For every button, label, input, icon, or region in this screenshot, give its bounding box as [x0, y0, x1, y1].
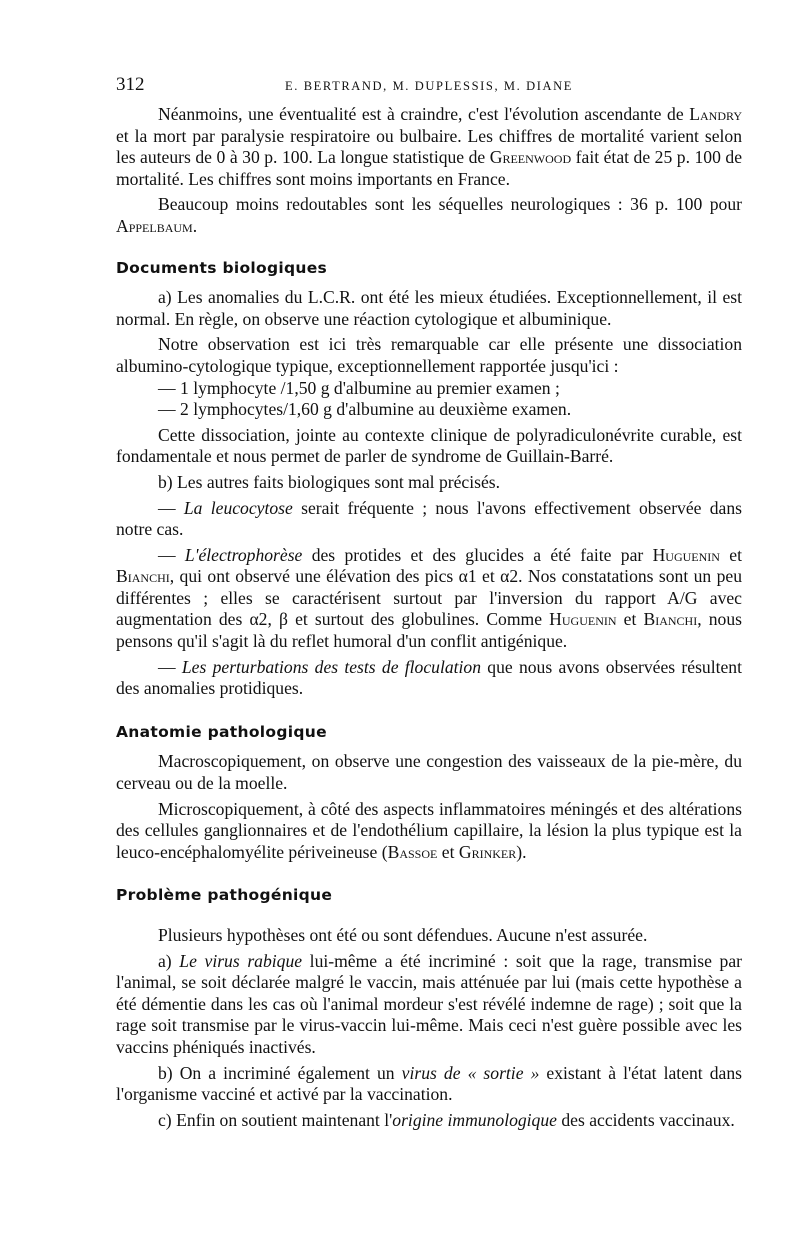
- paragraph-electrophorese: — L'électrophorèse des protides et des glucides a été faite par Huguenin et Bianchi, qui ont observé une élévation des pics α1 et α2. Nos constatations sont un peu différentes ; elles se caractérisent surtout par l'inversion du rapport A/G avec augmentation des α2, β et surtout des globulines. Comme Huguenin et Bianchi, nous pensons qu'il s'agit là du reflet humoral d'un conflit antigénique.: [116, 544, 742, 652]
- page-number: 312: [116, 74, 145, 95]
- section-heading-probleme: Problème pathogénique: [116, 886, 333, 905]
- paragraph-microscopic: Microscopiquement, à côté des aspects inflammatoires méningés et des altérations des cellules ganglionnaires et de l'endothélium capillaire, la lésion la plus typique est la leuco-encéphalomyélite périveineuse (Bassoe et Grinker).: [116, 798, 742, 862]
- paragraph-floculation: — Les perturbations des tests de floculation que nous avons observées résultent des anomalies protidiques.: [116, 656, 742, 699]
- paragraph-mortality: Néanmoins, une éventualité est à craindre, c'est l'évolution ascendante de Landry et la mort par paralysie respiratoire ou bulbaire. Les chiffres de mortalité varient selon les auteurs de 0 à 30 p. 100. La longue statistique de Greenwood fait état de 25 p. 100 de mortalité. Les chiffres sont moins importants en France.: [116, 104, 742, 189]
- author-name: Appelbaum: [116, 215, 193, 236]
- author-name: Huguenin: [652, 544, 720, 565]
- paragraph-leucocytose: — La leucocytose serait fréquente ; nous l'avons effectivement observée dans notre cas.: [116, 497, 743, 540]
- author-name: Bianchi: [116, 566, 170, 587]
- author-name: Greenwood: [489, 147, 572, 168]
- list-item: — 2 lymphocytes/1,60 g d'albumine au deuxième examen.: [158, 399, 572, 420]
- paragraph-lcr: a) Les anomalies du L.C.R. ont été les mieux étudiées. Exceptionnellement, il est normal. En règle, on observe une réaction cytologique et albuminique.: [116, 287, 742, 329]
- paragraph-sequelae: Beaucoup moins redoutables sont les séquelles neurologiques : 36 p. 100 pour Appelbaum.: [116, 194, 742, 236]
- paragraph-virus-sortie: b) On a incriminé également un virus de « sortie » existant à l'état latent dans l'organisme vacciné et activé par la vaccination.: [116, 1062, 742, 1105]
- author-name: Bassoe: [387, 841, 438, 862]
- author-name: Grinker: [458, 841, 517, 862]
- paragraph-other-facts: b) Les autres faits biologiques sont mal précisés.: [158, 471, 501, 492]
- paragraph-dissociation: Cette dissociation, jointe au contexte clinique de polyradiculonévrite curable, est fondamentale et nous permet de parler de syndrome de Guillain-Barré.: [116, 424, 742, 467]
- list-item: — 1 lymphocyte /1,50 g d'albumine au premier examen ;: [158, 377, 560, 398]
- paragraph-hypotheses: Plusieurs hypothèses ont été ou sont défendues. Aucune n'est assurée.: [158, 925, 648, 945]
- author-name: Huguenin: [549, 609, 617, 630]
- paragraph-origine-immunologique: c) Enfin on soutient maintenant l'origine immunologique des accidents vaccinaux.: [158, 1109, 735, 1130]
- section-heading-anatomie: Anatomie pathologique: [116, 722, 327, 741]
- running-title: E. BERTRAND, M. DUPLESSIS, M. DIANE: [285, 79, 573, 93]
- running-header: [116, 74, 742, 98]
- section-heading-documents: Documents biologiques: [116, 258, 328, 277]
- paragraph-virus-rabique: a) Le virus rabique lui-même a été incriminé : soit que la rage, transmise par l'animal, se soit déclarée malgré le vaccin, mais atténuée par lui (mais cette hypothèse a été démentie dans les cas où l'animal mordeur s'est révélé indemne de rage) ; soit que la rage soit transmise par le virus-vaccin lui-même. Mais ceci n'est guère possible avec les vaccins phéniqués inactivés.: [116, 950, 743, 1057]
- page: [116, 74, 742, 1135]
- author-name: Landry: [689, 104, 742, 124]
- author-name: Bianchi: [643, 609, 698, 630]
- paragraph-macroscopic: Macroscopiquement, on observe une congestion des vaisseaux de la pie-mère, du cerveau ou de la moelle.: [116, 751, 742, 794]
- paragraph-observation: Notre observation est ici très remarquable car elle présente une dissociation albumino-cytologique typique, exceptionnellement rapportée jusqu'ici :: [116, 334, 742, 376]
